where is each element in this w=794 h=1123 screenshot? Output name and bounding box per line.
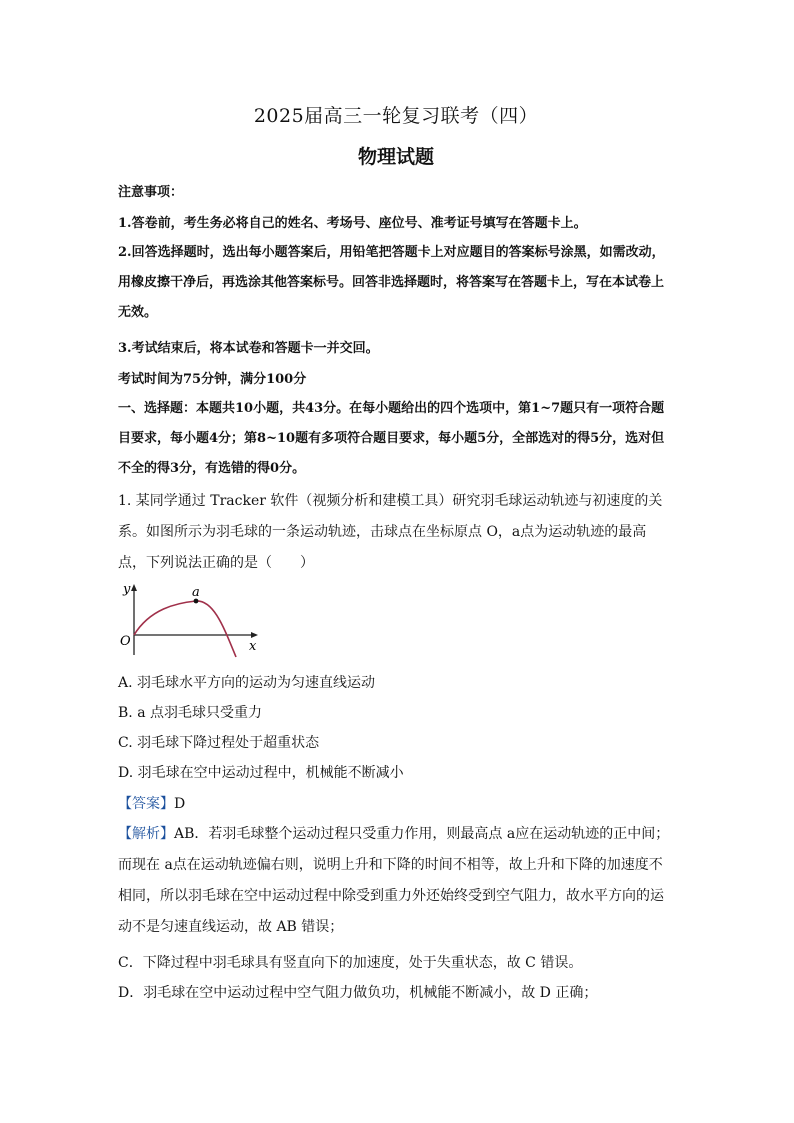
y-axis-arrow [131,584,137,591]
time-score-line: 考试时间为75分钟，满分100分 [118,372,307,387]
notice-item-3: 3.考试结束后，将本试卷和答题卡一并交回。 [118,341,379,356]
y-axis-label: y [123,583,131,597]
x-axis-label: x [249,639,257,654]
trajectory-curve [134,601,236,657]
answer-line [118,794,674,814]
exam-subtitle: 物理试题 [357,146,434,168]
exam-title: 2025届高三一轮复习联考（四） [253,105,539,127]
analysis-tag: 【解析】 [118,826,174,842]
analysis-ab-text: AB．若羽毛球整个运动过程只受重力作用，则最高点 a应在运动轨迹的正中间；而现在 a点在运动轨迹偏右则，说明上升和下降的时间不相等，故上升和下降的加速度不相同，所以羽毛球在空中运动过程中除受到重力外还始终受到空气阻力，故水平方向的运动不是匀速直线运动，故 AB 错误； [118,826,670,935]
trajectory-figure [118,583,263,663]
exam-page [118,102,674,1003]
notice-heading: 注意事项： [118,185,184,200]
x-axis-arrow [251,632,258,638]
point-a-label: a [192,585,200,600]
option-a: A. 羽毛球水平方向的运动为匀速直线运动 [118,675,376,691]
analysis-ab [118,819,674,943]
answer-value: D [174,796,186,812]
notice-item-1: 1.答卷前，考生务必将自己的姓名、考场号、座位号、准考证号填写在答题卡上。 [118,216,587,231]
section-instructions: 一、选择题：本题共10小题，共43分。在每小题给出的四个选项中，第1~7题只有一项符合题目要求，每小题4分；第8~10题有多项符合题目要求，每小题5分，全部选对的得5分，选对但不全的得3分，有选错的得0分。 [118,401,665,476]
option-d: D. 羽毛球在空中运动过程中，机械能不断减小 [118,765,404,781]
option-c: C. 羽毛球下降过程处于超重状态 [118,735,320,751]
analysis-c: C．下降过程中羽毛球具有竖直向下的加速度，处于失重状态，故 C 错误。 [118,955,583,971]
origin-label: O [120,634,131,649]
notice-item-2: 2.回答选择题时，选出每小题答案后，用铅笔把答题卡上对应题目的答案标号涂黑，如需改动，用橡皮擦干净后，再选涂其他答案标号。回答非选择题时，将答案写在答题卡上，写在本试卷上无效。 [118,245,665,320]
question-stem: 1. 某同学通过 Tracker 软件（视频分析和建模工具）研究羽毛球运动轨迹与初速度的关系。如图所示为羽毛球的一条运动轨迹，击球点在坐标原点 O，a点为运动轨迹的最高点，下列说法正确的是（ ） [118,493,663,571]
option-b: B. a 点羽毛球只受重力 [118,705,262,721]
trajectory-svg [118,583,263,663]
answer-tag: 【答案】 [118,796,174,812]
analysis-d: D．羽毛球在空中运动过程中空气阻力做负功，机械能不断减小，故 D 正确； [118,985,598,1001]
